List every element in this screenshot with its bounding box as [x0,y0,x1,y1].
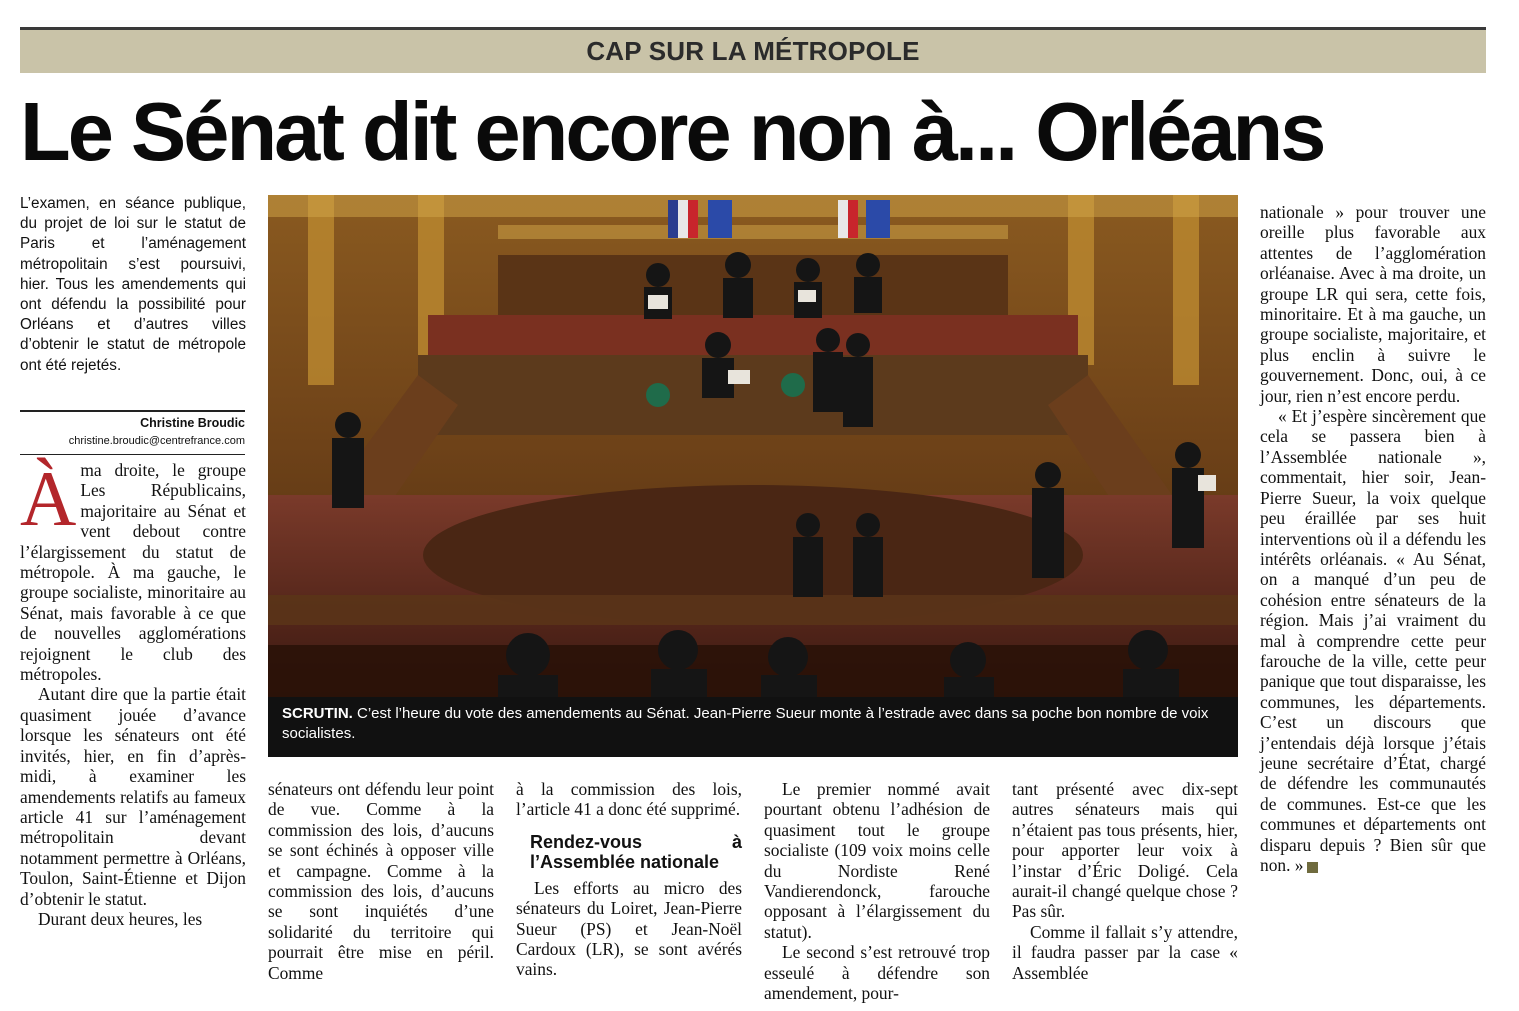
article-column-2 [268,779,494,983]
article-paragraph: nationale » pour trouver une oreille plus favorable aux attentes de l’agglomération orléanaise. Avec à ma droite, un groupe LR qui sera, cette fois, minoritaire. Et à ma gauche, un groupe socialiste, majoritaire, et plus enclin à suivre le gouvernement. Donc, oui, à ce jour, rien n’est encore perdu. [1260,202,1486,406]
section-subhead: Rendez-vous à l’Assemblée nationale [530,831,742,872]
end-of-article-square-icon [1307,862,1318,873]
article-paragraph: à la commission des lois, l’article 41 a donc été supprimé. [516,779,742,820]
article-paragraph [1260,406,1486,875]
photo-caption [268,697,1238,757]
article-paragraph: Le premier nommé avait pourtant obtenu l’adhésion de quasiment tout le groupe socialiste (109 voix moins celle du Nordiste René Vandierendonck, farouche opposant à l’élargissement du statut). [764,779,990,942]
article-paragraph: Autant dire que la partie était quasiment jouée d’avance lorsque les sénateurs ont été invités, hier, en fin d’après-midi, à examiner les amendements relatifs au fameux article 41 sur l’aménagement métropolitain devant notamment permettre à Orléans, Toulon, Saint-Étienne et Dijon d’obtenir le statut. [20,684,246,909]
article-column-1 [20,455,246,929]
article-paragraph: Les efforts au micro des sénateurs du Loiret, Jean-Pierre Sueur (PS) et Jean-Noël Cardoux (LR), se sont avérés vains. [516,877,742,980]
byline-rule-top [20,410,245,412]
caption-label: SCRUTIN. [282,705,353,722]
byline-author: Christine Broudic [140,416,245,430]
paragraph-text: ma droite, le groupe Les Républicains, majoritaire au Sénat et vent debout contre l’élargissement du statut de métropole. À ma gauche, le groupe socialiste, minoritaire au Sénat, mais favorable à ce que de nouvelles agglomérations rejoignent le club des métropoles. [20,460,246,685]
paragraph-text: « Et j’espère sincèrement que cela se passera bien à l’Assemblée nationale », commentait, hier soir, Jean-Pierre Sueur, la voix quelque peu éraillée par ses huit interventions où il a défendu les intérêts orléanais. « Au Sénat, on a manqué d’un peu de cohésion entre sénateurs de la région. Mais j’ai vraiment du mal à comprendre cette peur farouche de la ville, cette peur panique que tout disparaisse, les communes, les départements. C’est un discours que j’entendais déjà lorsque j’étais jeune secrétaire d’État, chargé de défendre les communautés de communes. Est-ce que les communes et départements ont disparu depuis ? Bien sûr que non. » [1260,406,1486,875]
photo-illustration [268,195,1238,697]
headline: Le Sénat dit encore non à... Orléans [20,85,1324,178]
drop-cap: À [20,455,77,542]
article-paragraph: sénateurs ont défendu leur point de vue. Comme à la commission des lois, d’aucuns se sont échinés à opposer ville et campagne. Comme à la commission des lois, d’aucuns se sont inquiétés d’une solidarité du territoire qui pourrait être mise en péril. Comme [268,779,494,983]
lead-paragraph: L’examen, en séance publique, du projet de loi sur le statut de Paris et l’aménagement métropolitain s’est poursuivi, hier. Tous les amendements qui ont défendu la possibilité pour Orléans et d’autres villes d’obtenir le statut de métropole ont été rejetés. [20,195,246,374]
article-paragraph [20,455,246,685]
article-column-6 [1260,202,1486,875]
senate-chamber-photo [268,195,1238,697]
article-column-3 [516,779,742,980]
article-paragraph: Durant deux heures, les [38,908,203,929]
article-column-4 [764,779,990,1003]
kicker-banner [20,27,1486,73]
byline-email: christine.broudic@centrefrance.com [68,435,245,447]
caption-text: C’est l’heure du vote des amendements au Sénat. Jean-Pierre Sueur monte à l’estrade avec dans sa poche bon nombre de voix socialistes. [282,705,1209,742]
article-paragraph: tant présenté avec dix-sept autres sénateurs mais qui n’étaient pas tous présents, hier, pour apporter leur voix à l’instar d’Éric Doligé. Cela aurait-il changé quelque chose ? Pas sûr. [1012,779,1238,922]
article-paragraph: Le second s’est retrouvé trop esseulé à défendre son amendement, pour- [764,942,990,1004]
article-column-5 [1012,779,1238,983]
kicker-label: CAP SUR LA MÉTROPOLE [586,36,920,66]
article-paragraph: Comme il fallait s’y attendre, il faudra passer par la case « Assemblée [1012,921,1238,983]
